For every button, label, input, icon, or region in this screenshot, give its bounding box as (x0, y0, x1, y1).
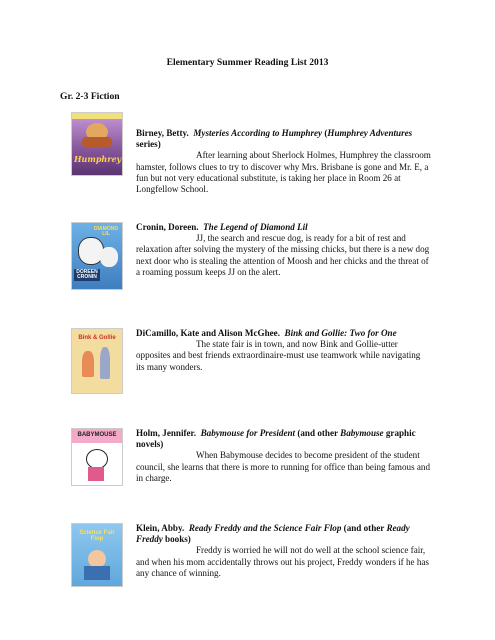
book-text-diamond-lil (136, 222, 431, 278)
book-note-title: Humphrey Adventures (327, 128, 413, 138)
book-note-title: Ready Freddy (136, 523, 410, 545)
book-note-title: Babymouse (340, 428, 384, 438)
book-heading (136, 222, 431, 233)
book-title: The Legend of Diamond Lil (203, 222, 308, 232)
book-heading (136, 328, 431, 339)
book-cover-bink-gollie (71, 328, 123, 394)
book-author: Birney, Betty. (136, 128, 189, 138)
book-description: After learning about Sherlock Holmes, Humphrey the classroom hamster, follows clues to try to discover why Mrs. Brisbane is gone and Mr. E, a fun but not very educational substitute, is taking her place in Room 26 at Longfellow School. (136, 150, 431, 195)
cover-title-text: Science Fair Flop (79, 530, 115, 542)
cover-title-text: DIAMOND LIL (94, 226, 118, 237)
book-description: When Babymouse decides to become president of the student council, she learns that there is more to running for office than being famous and in charge. (136, 450, 431, 483)
book-text-babymouse (136, 428, 431, 484)
book-description: The state fair is in town, and now Bink and Gollie-utter opposites and best friends extraordinaire-must use teamwork while navigating its many wonders. (136, 339, 421, 372)
book-note-suffix: books) (162, 534, 191, 545)
book-cover-diamond-lil (71, 222, 123, 290)
cover-title-text: Humphrey (74, 154, 122, 164)
book-author: Holm, Jennifer. (136, 428, 197, 438)
book-title: Ready Freddy and the Science Fair Flop (188, 523, 342, 533)
book-text-bink-gollie (136, 328, 431, 373)
book-text-ready-freddy (136, 523, 431, 579)
cover-title-text: Bink & Gollie (78, 335, 116, 341)
book-title: Bink and Gollie: Two for One (284, 328, 397, 338)
book-cover-babymouse (71, 428, 123, 486)
book-heading (136, 523, 431, 545)
book-author: Cronin, Doreen. (136, 222, 199, 232)
book-title: Babymouse for President (200, 428, 296, 438)
book-note-suffix: graphic novels) (136, 428, 416, 450)
book-author: DiCamillo, Kate and Alison McGhee. (136, 328, 280, 338)
cover-author-text: DOREEN CRONIN (74, 269, 100, 281)
book-description: JJ, the search and rescue dog, is ready for a bit of rest and relaxation after solving the mystery of the missing chicks, but there is a new dog next door who is stealing the attention of Moosh and her chicks and the threat of a roaming possum keeps JJ on the alert. (136, 233, 430, 277)
book-note-prefix: (and other (295, 428, 341, 438)
book-cover-ready-freddy (71, 523, 123, 587)
book-cover-humphrey (71, 112, 123, 176)
page-title: Elementary Summer Reading List 2013 (166, 57, 329, 68)
book-heading (136, 128, 431, 150)
book-note-prefix: (and other (341, 523, 387, 533)
section-heading: Gr. 2-3 Fiction (60, 91, 120, 102)
book-title: Mysteries According to Humphrey (193, 128, 323, 138)
book-note-suffix: series) (136, 139, 161, 150)
book-heading (136, 428, 431, 450)
book-author: Klein, Abby. (136, 523, 185, 533)
book-description: Freddy is worried he will not do well at the school science fair, and when his mom accidentally throws out his project, Freddy wonders if he has any chance of winning. (136, 545, 429, 578)
book-note-prefix: ( (322, 128, 328, 138)
book-text-humphrey (136, 128, 431, 195)
cover-title-text: BABYMOUSE (77, 432, 117, 438)
